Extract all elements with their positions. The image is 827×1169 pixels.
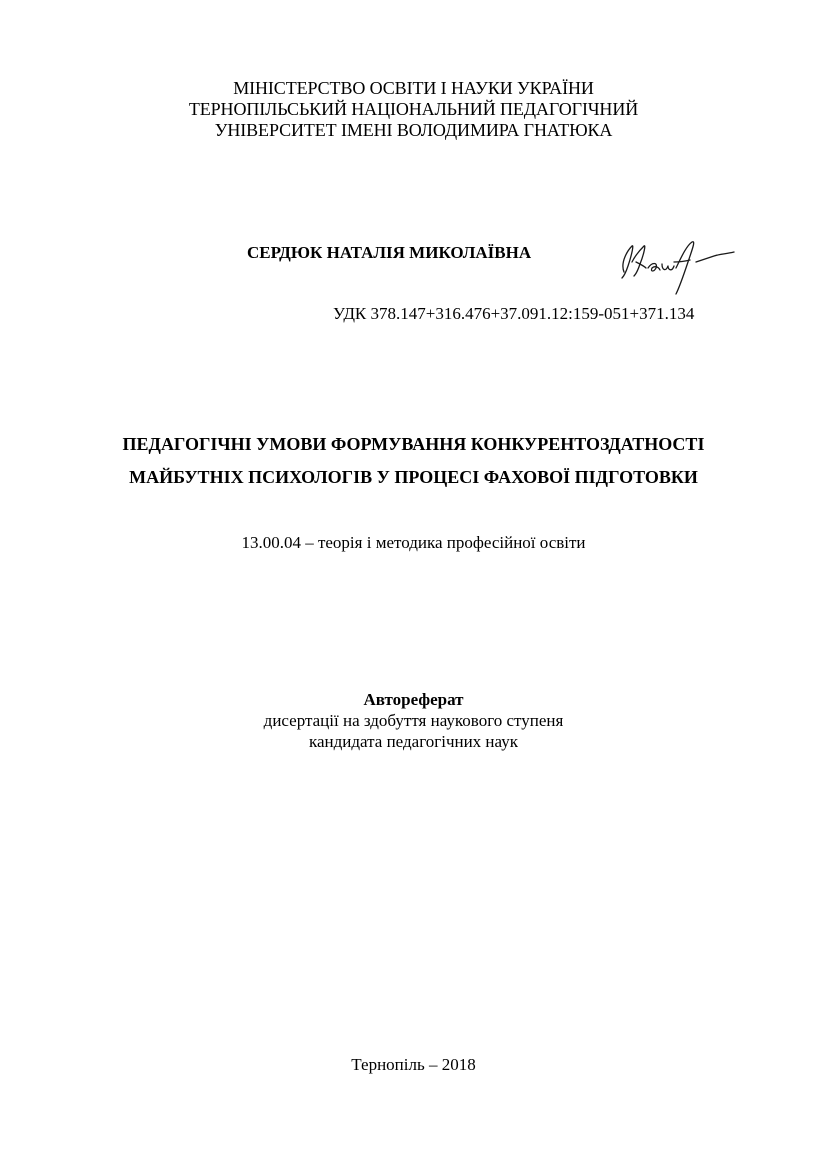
document-type: Автореферат: [363, 690, 464, 709]
title-line-1: ПЕДАГОГІЧНІ УМОВИ ФОРМУВАННЯ КОНКУРЕНТОЗДАТНОСТІ: [122, 434, 705, 454]
abstract-line-1: дисертації на здобуття наукового ступеня: [263, 711, 564, 730]
specialty-code: 13.00.04 – теорія і методика професійної освіти: [241, 533, 586, 552]
abstract-line-2: кандидата педагогічних наук: [309, 732, 518, 751]
title-line-2: МАЙБУТНІХ ПСИХОЛОГІВ У ПРОЦЕСІ ФАХОВОЇ ПІДГОТОВКИ: [129, 467, 698, 487]
signature-image: [610, 232, 740, 296]
place-year: Тернопіль – 2018: [351, 1055, 476, 1074]
dissertation-title: [0, 428, 827, 494]
abstract-description: [0, 689, 827, 752]
author-name: СЕРДЮК НАТАЛІЯ МИКОЛАЇВНА: [247, 243, 532, 262]
university-line-2: УНІВЕРСИТЕТ ІМЕНІ ВОЛОДИМИРА ГНАТЮКА: [214, 120, 613, 140]
udc-code: УДК 378.147+316.476+37.091.12:159-051+371.134: [333, 304, 695, 323]
university-line-1: ТЕРНОПІЛЬСЬКИЙ НАЦІОНАЛЬНИЙ ПЕДАГОГІЧНИЙ: [188, 99, 639, 119]
ministry-line: МІНІСТЕРСТВО ОСВІТИ І НАУКИ УКРАЇНИ: [233, 78, 594, 98]
institution-header: [0, 78, 827, 141]
